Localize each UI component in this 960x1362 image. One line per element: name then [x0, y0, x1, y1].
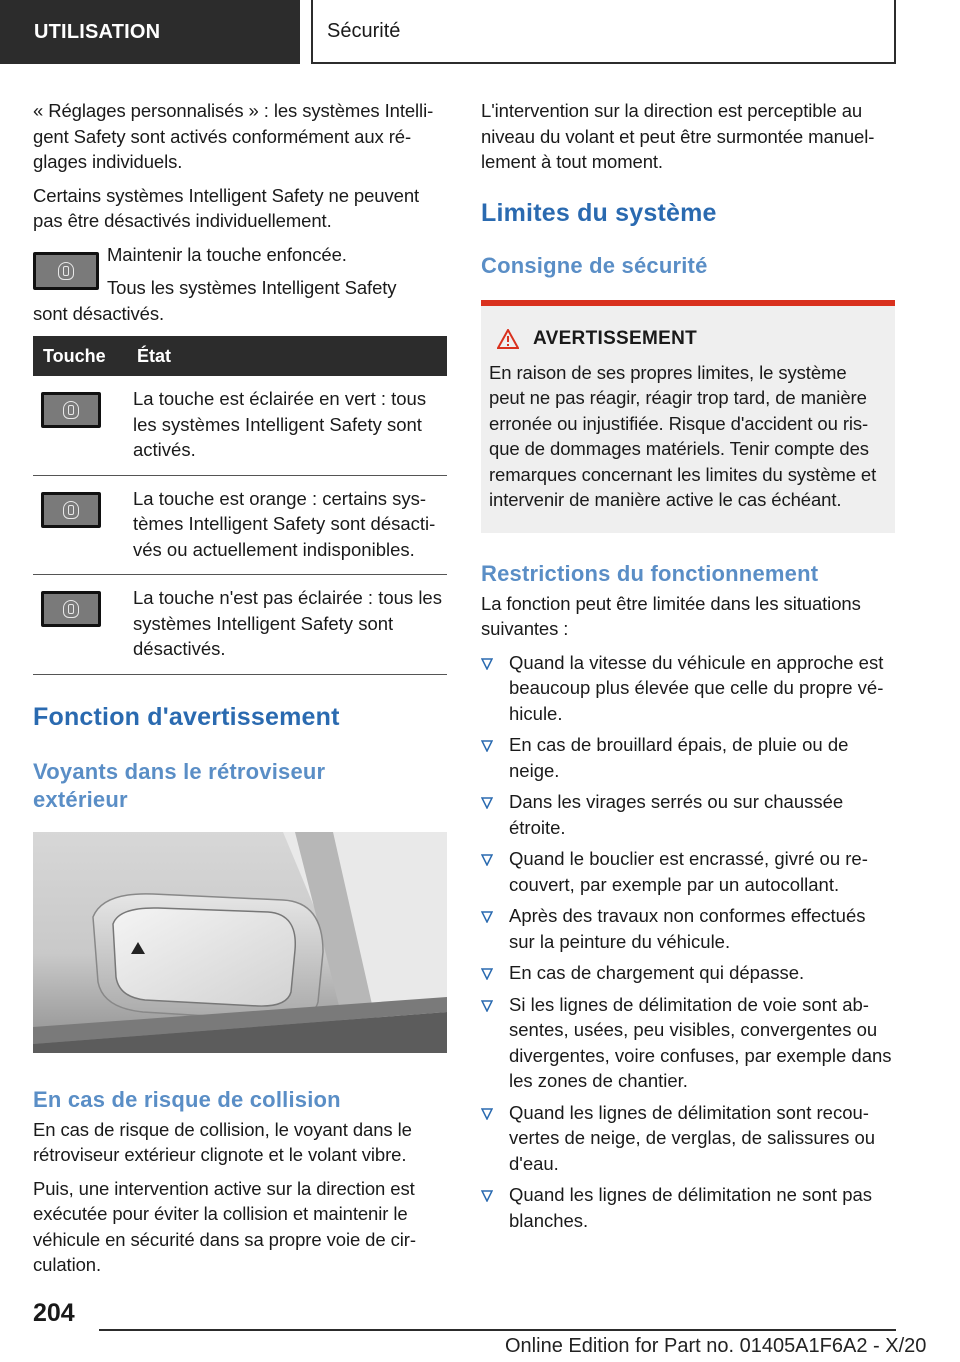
list-item: Après des travaux non conformes effectués sur la peinture du véhicule.	[481, 903, 895, 954]
paragraph-not-deactivatable: Certains systèmes Intelligent Safety ne peuvent pas être désactivés individuellement.	[33, 184, 420, 231]
button-off-icon	[41, 591, 101, 627]
heading-warning-function: Fonction d'avertissement	[33, 702, 340, 731]
bullet-triangle-icon	[481, 797, 493, 809]
table-row	[33, 376, 447, 475]
press-result-line1: Tous les systèmes Intelligent Safety	[107, 277, 397, 298]
warning-title	[497, 328, 887, 350]
button-orange-icon	[41, 492, 101, 528]
heading-collision-risk: En cas de risque de collision	[33, 1086, 341, 1112]
bullet-triangle-icon	[481, 1108, 493, 1120]
list-item: En cas de brouillard épais, de pluie ou de neige.	[481, 732, 895, 783]
warning-box	[481, 300, 895, 533]
warning-text: En raison de ses propres limites, le système peut ne pas réagir, réagir trop tard, de manière erronée ou injustifiée. Risque d'accident ou ris-que de dommages matériels. Tenir compte des remarques concernant les limites du système et intervenir de manière active le cas échéant.	[489, 361, 877, 510]
heading-system-limits: Limites du système	[481, 198, 717, 227]
press-result-line2: sont désactivés.	[33, 302, 165, 324]
bullet-triangle-icon	[481, 740, 493, 752]
paragraph-intervention-perceptible: L'intervention sur la direction est perceptible au niveau du volant et peut être surmontée manuel-lement à tout moment.	[481, 100, 875, 172]
heading-mirror-indicators: Voyants dans le rétroviseur extérieur	[33, 758, 326, 812]
list-item: Si les lignes de délimitation de voie sont ab-sentes, usées, peu visibles, convergentes ou divergentes, voire confuses, par exemple dans les zones de chantier.	[481, 992, 895, 1094]
header-section: UTILISATION	[0, 0, 300, 64]
page-number: 204	[33, 1299, 75, 1327]
state-cell: La touche n'est pas éclairée : tous les systèmes Intelligent Safety sont désactivés.	[133, 575, 447, 675]
right-column	[481, 98, 895, 1239]
left-column	[33, 98, 447, 1286]
restrictions-list	[481, 650, 895, 1234]
list-item: Quand la vitesse du véhicule en approche est beaucoup plus élevée que celle du propre vé-hicule.	[481, 650, 895, 727]
table-row	[33, 475, 447, 575]
bullet-triangle-icon	[481, 911, 493, 923]
bullet-triangle-icon	[481, 658, 493, 670]
mirror-photo	[33, 832, 447, 1053]
list-item: Quand les lignes de délimitation ne sont pas blanches.	[481, 1182, 895, 1233]
heading-safety-note: Consigne de sécurité	[481, 252, 708, 278]
bullet-triangle-icon	[481, 968, 493, 980]
intelligent-safety-button-icon	[33, 252, 99, 290]
press-instruction: Maintenir la touche enfoncée.	[107, 243, 347, 265]
side-mirror-illustration	[33, 832, 447, 1053]
state-cell: La touche est éclairée en vert : tous les systèmes Intelligent Safety sont activés.	[133, 376, 447, 475]
warning-title-text: AVERTISSEMENT	[533, 327, 698, 349]
paragraph-restrictions-intro: La fonction peut être limitée dans les situations suivantes :	[481, 592, 861, 639]
list-item: Dans les virages serrés ou sur chaussée étroite.	[481, 789, 895, 840]
button-state-table	[33, 336, 447, 675]
list-item: Quand les lignes de délimitation sont recou-vertes de neige, de verglas, de salissures ou d'eau.	[481, 1100, 895, 1177]
list-item: Quand le bouclier est encrassé, givré ou re-couvert, par exemple par un autocollant.	[481, 846, 895, 897]
footer-divider	[99, 1329, 896, 1331]
paragraph-personal-settings: « Réglages personnalisés » : les systèmes Intelli-gent Safety sont activés conformément aux ré-glages individuels.	[33, 100, 434, 172]
state-cell: La touche est orange : certains sys-tèmes Intelligent Safety sont désacti-vés ou actuellement indisponibles.	[133, 475, 447, 575]
table-row	[33, 575, 447, 675]
bullet-triangle-icon	[481, 854, 493, 866]
paragraph-collision-indicator: En cas de risque de collision, le voyant dans le rétroviseur extérieur clignote et le volant vibre.	[33, 1118, 412, 1165]
bullet-triangle-icon	[481, 1190, 493, 1202]
header-topic: Sécurité	[311, 0, 896, 64]
heading-restrictions: Restrictions du fonctionnement	[481, 560, 819, 586]
press-button-instruction	[33, 242, 447, 327]
button-green-icon	[41, 392, 101, 428]
paragraph-steering-intervention: Puis, une intervention active sur la direction est exécutée pour éviter la collision et maintenir le véhicule en sécurité dans sa propre voie de cir-culation.	[33, 1177, 416, 1275]
edition-text: Online Edition for Part no. 01405A1F6A2 - X/20	[505, 1335, 927, 1357]
warning-triangle-icon	[497, 329, 519, 349]
table-header-button: Touche	[33, 336, 133, 376]
bullet-triangle-icon	[481, 1000, 493, 1012]
table-header-state: État	[133, 336, 447, 376]
list-item: En cas de chargement qui dépasse.	[481, 960, 895, 986]
